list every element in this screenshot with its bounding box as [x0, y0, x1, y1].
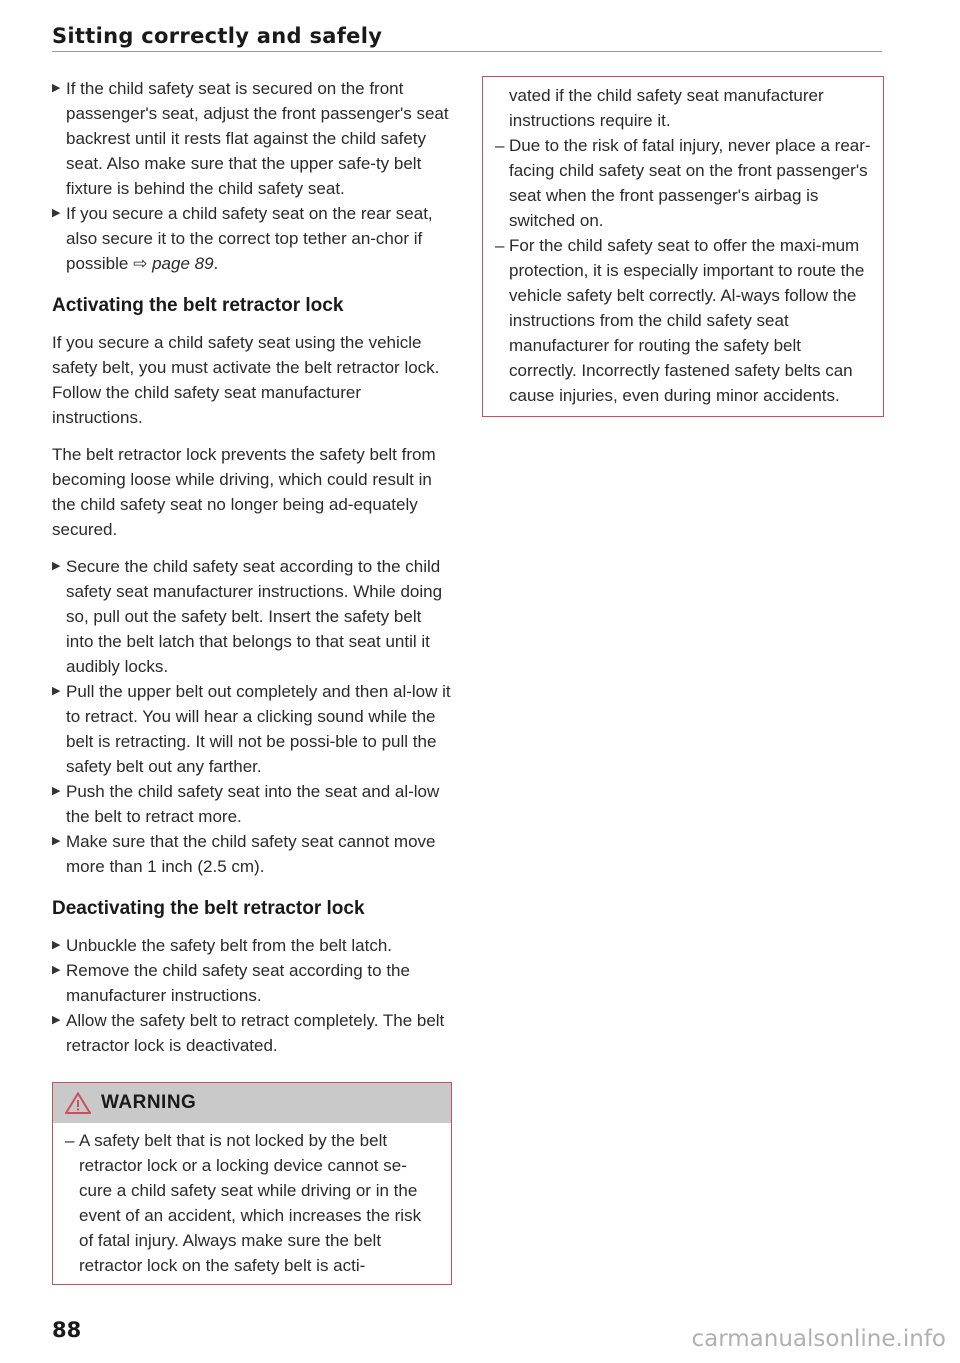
page-reference-link[interactable]: ⇨ page 89: [133, 254, 214, 273]
warning-list-item: – Due to the risk of fatal injury, never place a rear-facing child safety seat on the front passenger's seat when the front passenger's airbag is switched on.: [495, 136, 871, 230]
triangle-bullet-icon: ▶: [52, 207, 61, 219]
list-item: ▶ Remove the child safety seat according to the manufacturer instructions.: [52, 958, 452, 1008]
triangle-bullet-icon: ▶: [52, 939, 61, 951]
warning-header: [53, 1083, 451, 1123]
list-item: ▶ If the child safety seat is secured on the front passenger's seat, adjust the front passenger's seat backrest until it rests flat against the child safety seat. Also make sure that the upper safe-ty belt fixture is behind the child safety seat.: [52, 76, 452, 201]
section-heading: Activating the belt retractor lock: [52, 295, 344, 316]
page-number: 88: [52, 1318, 82, 1342]
warning-list-item: – A safety belt that is not locked by the belt retractor lock or a locking device cannot se-cure a child safety seat while driving or in the event of an accident, which increases the risk of fatal injury. Always make sure the belt retractor lock on the safety belt is acti-: [65, 1131, 422, 1275]
list-item: ▶ Pull the upper belt out completely and then al-low it to retract. You will hear a clicking sound while the belt is retracting. It will not be possi-ble to pull the safety belt out any farther.: [52, 679, 452, 779]
list-item: ▶ Allow the safety belt to retract completely. The belt retractor lock is deactivated.: [52, 1008, 452, 1058]
triangle-bullet-icon: ▶: [52, 964, 61, 976]
right-column: [482, 76, 884, 417]
triangle-bullet-icon: ▶: [52, 835, 61, 847]
list-item: ▶ Make sure that the child safety seat cannot move more than 1 inch (2.5 cm).: [52, 829, 452, 879]
paragraph: If you secure a child safety seat using the vehicle safety belt, you must activate the belt retractor lock. Follow the child safety seat manufacturer instructions.: [52, 333, 440, 427]
page-section-title: Sitting correctly and safely: [52, 24, 383, 48]
paragraph: The belt retractor lock prevents the safety belt from becoming loose while driving, which could result in the child safety seat no longer being ad-equately secured.: [52, 445, 436, 539]
header-divider: [52, 51, 882, 52]
triangle-bullet-icon: ▶: [52, 1014, 61, 1026]
triangle-bullet-icon: ▶: [52, 785, 61, 797]
warning-continuation-box: [482, 76, 884, 417]
left-column: [52, 76, 452, 1285]
warning-title: WARNING: [101, 1092, 197, 1113]
section-heading: Deactivating the belt retractor lock: [52, 898, 365, 919]
warning-list-item: – For the child safety seat to offer the maxi-mum protection, it is especially important to route the vehicle safety belt correctly. Al-ways follow the instructions from the child safety seat manufacturer for routing the safety belt correctly. Incorrectly fastened safety belts can cause injuries, even during minor accidents.: [495, 236, 865, 405]
warning-continuation-text: vated if the child safety seat manufacturer instructions require it.: [509, 86, 824, 130]
list-item: ▶ Push the child safety seat into the seat and al-low the belt to retract more.: [52, 779, 452, 829]
warning-body: [53, 1123, 451, 1284]
warning-triangle-icon: [65, 1092, 91, 1114]
triangle-bullet-icon: ▶: [52, 82, 61, 94]
list-item: ▶ Unbuckle the safety belt from the belt latch.: [52, 933, 452, 958]
list-item: ▶ If you secure a child safety seat on the rear seat, also secure it to the correct top tether an-chor if possible ⇨ page 89.: [52, 201, 452, 276]
list-item: ▶ Secure the child safety seat according to the child safety seat manufacturer instructions. While doing so, pull out the safety belt. Insert the safety belt into the belt latch that belongs to that seat until it audibly locks.: [52, 554, 452, 679]
triangle-bullet-icon: ▶: [52, 685, 61, 697]
watermark: carmanualsonline.info: [691, 1326, 946, 1352]
triangle-bullet-icon: ▶: [52, 560, 61, 572]
warning-box: [52, 1082, 452, 1285]
